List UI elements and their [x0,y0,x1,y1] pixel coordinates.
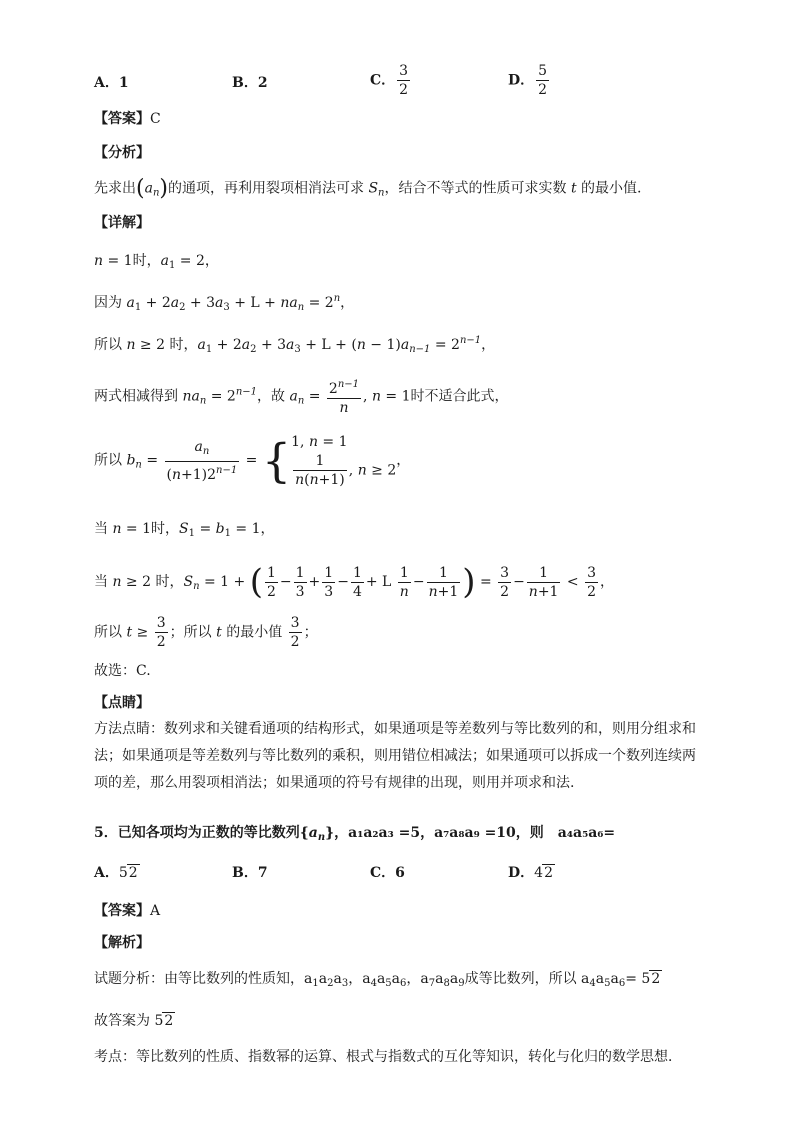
answer-value: C [150,111,161,127]
option-a: A．1 [94,75,129,91]
answer-line [94,108,161,128]
q5-option-d: D．42 [508,865,553,881]
step-4: 两式相减得到 $na_n = 2^{n-1}$，故 $a_n$ = $\frac{2^{n-1}}{n}$ , n = 1时不适合此式， [94,376,509,417]
step-5: 所以 $b_n$ = $\frac{a_n}{(n+1)2^{n-1}}$ = { 1, n = 1 $\frac{1}{n(n+1)}$ , n ≥ 2 ， [94,433,411,488]
step-3: 所以 n ≥ 2 时，$a_1 + 2a_2 + 3a_3 + L + (n - 1)a_{n-1} = 2^{n-1}$， [94,335,496,355]
point-label: 【点睛】 [94,695,150,711]
option-d: D． $\frac{5}{2}$ [508,63,548,98]
q5-analysis-text: 试题分析：由等比数列的性质知，$a_1a_2a_3$，$a_4a_5a_6$，$a_7a_8a_9$成等比数列，所以 $a_4a_5a_6= 52$ [94,971,661,989]
analysis-label: 【分析】 [94,145,150,161]
step-9: 故选：C. [94,663,151,679]
detail-label: 【详解】 [94,215,150,231]
step-2: 因为 $a_1 + 2a_2 + 3a_3 + L + na_n = 2^n$， [94,293,355,313]
q5-analysis-label: 【解析】 [94,935,150,951]
q5-stem: 5．已知各项均为正数的等比数列$\{a_n\}$，a₁a₂a₃ =5，a₇a₈a₉ =10，则 a₄a₅a₆= [94,825,616,843]
step-6: 当 n = 1时，$S_1 = b_1 = 1$， [94,521,275,539]
q5-exam-point: 考点：等比数列的性质、指数幂的运算、根式与指数式的互化等知识，转化与化归的数学思想． [94,1049,682,1065]
q5-option-a: A．52 [94,865,138,881]
answer-label: 【答案】 [94,111,150,127]
q5-answer-line: 【答案】A [94,903,161,919]
analysis-text: 先求出$(a_n)$的通项，再利用裂项相消法可求 $S_n$，结合不等式的性质可求实数 t 的最小值. [94,176,642,201]
step-7: 当 n ≥ 2 时，$S_n = 1$ + ( $\frac{1}{2}$ − $\frac{1}{3}$ + $\frac{1}{3}$ − $\frac{1}{4}$ + L $\frac{1}{n}$ − $\frac{1}{n+1}$ ) = $\frac{3}{2}$ − $\frac{1}{n+1}$ < $\frac{3}{2}$ ， [94,562,615,602]
q5-option-c: C．6 [370,865,405,881]
option-c: C． $\frac{3}{2}$ [370,63,409,98]
q5-option-b: B．7 [232,865,268,881]
option-b: B．2 [232,75,268,91]
point-text: 方法点睛：数列求和关键看通项的结构形式，如果通项是等差数列与等比数列的和，则用分组求和 法；如果通项是等差数列与等比数列的乘积，则用错位相减法；如果通项可以拆成一个数列连续两 项的差，那么用裂项相消法；如果通项的符号有规律的出现，则用并项求和法. [94,721,696,791]
step-8: 所以 t ≥ $\frac{3}{2}$ ；所以 t 的最小值 $\frac{3}{2}$ ； [94,615,318,650]
q5-conclusion: 故答案为 52 [94,1013,174,1029]
step-1: n = 1时，$a_1 = 2$， [94,253,219,271]
